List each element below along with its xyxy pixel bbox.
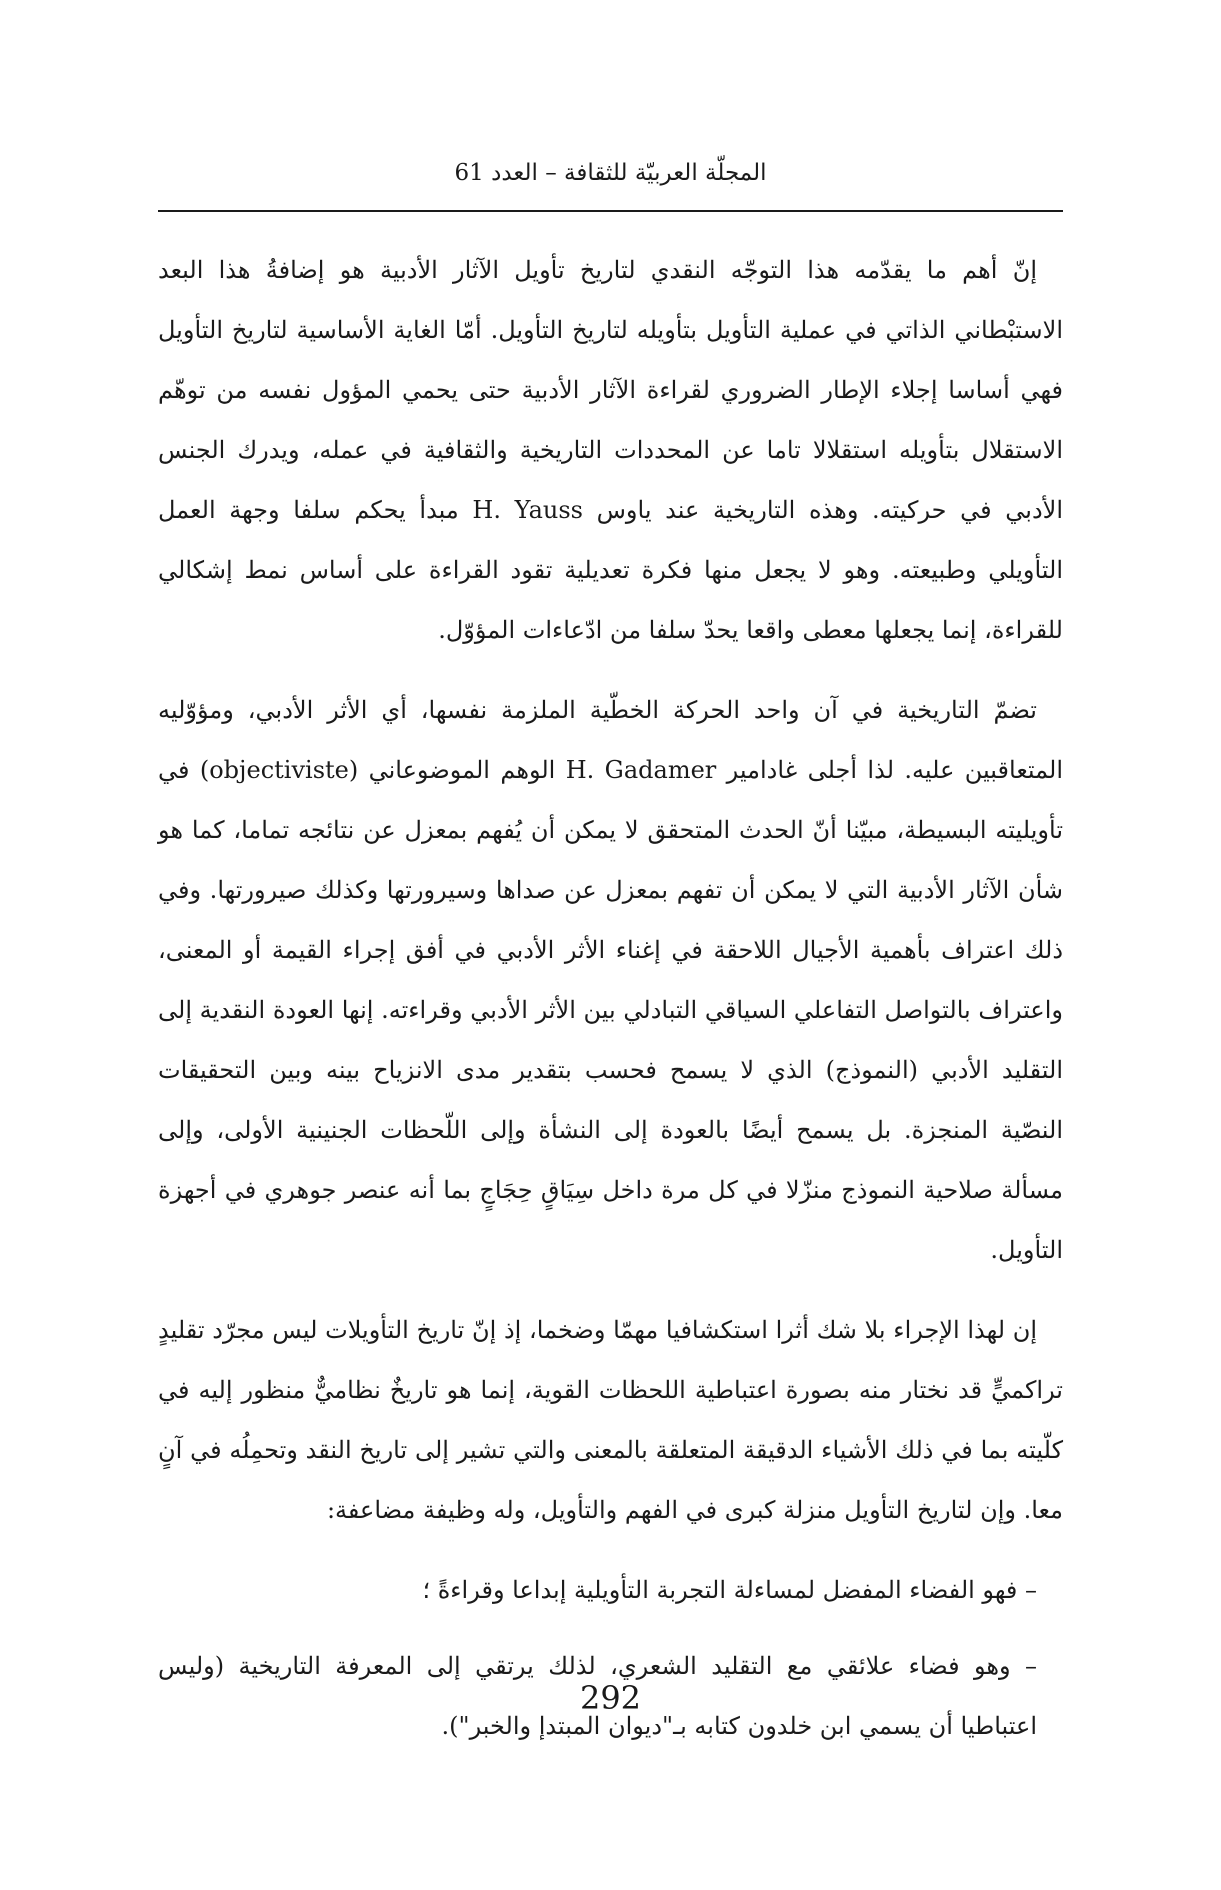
page-number: 292 (579, 1679, 642, 1717)
paragraph-1: إنّ أهم ما يقدّمه هذا التوجّه النقدي لتاريخ تأويل الآثار الأدبية هو إضافةُ هذا البعد الاستبْطاني الذاتي في عملية التأويل بتأويله لتاريخ التأويل. أمّا الغاية الأساسية لتاريخ التأويل فهي أساسا إجلاء الإطار الضروري لقراءة الآثار الأدبية حتى يحمي المؤول نفسه من توهّم الاستقلال بتأويله استقلالا تاما عن المحددات التاريخية والثقافية في عمله، ويدرك الجنس الأدبي في حركيته. وهذه التاريخية عند ياوس H. Yauss مبدأ يحكم سلفا وجهة العمل التأويلي وطبيعته. وهو لا يجعل منها فكرة تعديلية تقود القراءة على أساس نمط إشكالي للقراءة، إنما يجعلها معطى واقعا يحدّ سلفا من ادّعاءات المؤوّل. (158, 256, 1064, 644)
paragraph-2: تضمّ التاريخية في آن واحد الحركة الخطّية الملزمة نفسها، أي الأثر الأدبي، ومؤوّليه المتعاقبين عليه. لذا أجلى غادامير H. Gadamer الوهم الموضوعاني (objectiviste) في تأويليته البسيطة، مبيّنا أنّ الحدث المتحقق لا يمكن أن يُفهم بمعزل عن نتائجه تماما، كما هو شأن الآثار الأدبية التي لا يمكن أن تفهم بمعزل عن صداها وسيرورتها وكذلك صيرورتها. وفي ذلك اعتراف بأهمية الأجيال اللاحقة في إغناء الأثر الأدبي في أفق إجراء القيمة أو المعنى، واعتراف بالتواصل التفاعلي السياقي التبادلي بين الأثر الأدبي وقراءته. إنها العودة النقدية إلى التقليد الأدبي (النموذج) الذي لا يسمح فحسب بتقدير مدى الانزياح بينه وبين التحقيقات النصّية المنجزة. بل يسمح أيضًا بالعودة إلى النشأة وإلى اللّحظات الجنينية الأولى، وإلى مسألة صلاحية النموذج منزّلا في كل مرة داخل سِيَاقٍ حِجَاجٍ بما أنه عنصر جوهري في أجهزة التأويل. (158, 696, 1064, 1264)
list-item-1: – فهو الفضاء المفضل لمساءلة التجربة التأويلية إبداعا وقراءةً ؛ (422, 1576, 1037, 1604)
paragraph-3: إن لهذا الإجراء بلا شك أثرا استكشافيا مهمّا وضخما، إذ إنّ تاريخ التأويلات ليس مجرّد تقليدٍ تراكميٍّ قد نختار منه بصورة اعتباطية اللحظات القوية، إنما هو تاريخٌ نظاميٌّ منظور إليه في كلّيته بما في ذلك الأشياء الدقيقة المتعلقة بالمعنى والتي تشير إلى تاريخ النقد وتحمِلُه في آنٍ معا. وإن لتاريخ التأويل منزلة كبرى في الفهم والتأويل، وله وظيفة مضاعفة: (158, 1316, 1063, 1524)
list-item-2: – وهو فضاء علائقي مع التقليد الشعري، لذلك يرتقي إلى المعرفة التاريخية (وليس اعتباطيا أن يسمي ابن خلدون كتابه بـ"ديوان المبتدإ والخبر"). (158, 1652, 1037, 1740)
body-text (158, 240, 1063, 1756)
running-header: المجلّة العربيّة للثقافة – العدد 61 (454, 160, 767, 186)
header-divider (158, 210, 1063, 212)
